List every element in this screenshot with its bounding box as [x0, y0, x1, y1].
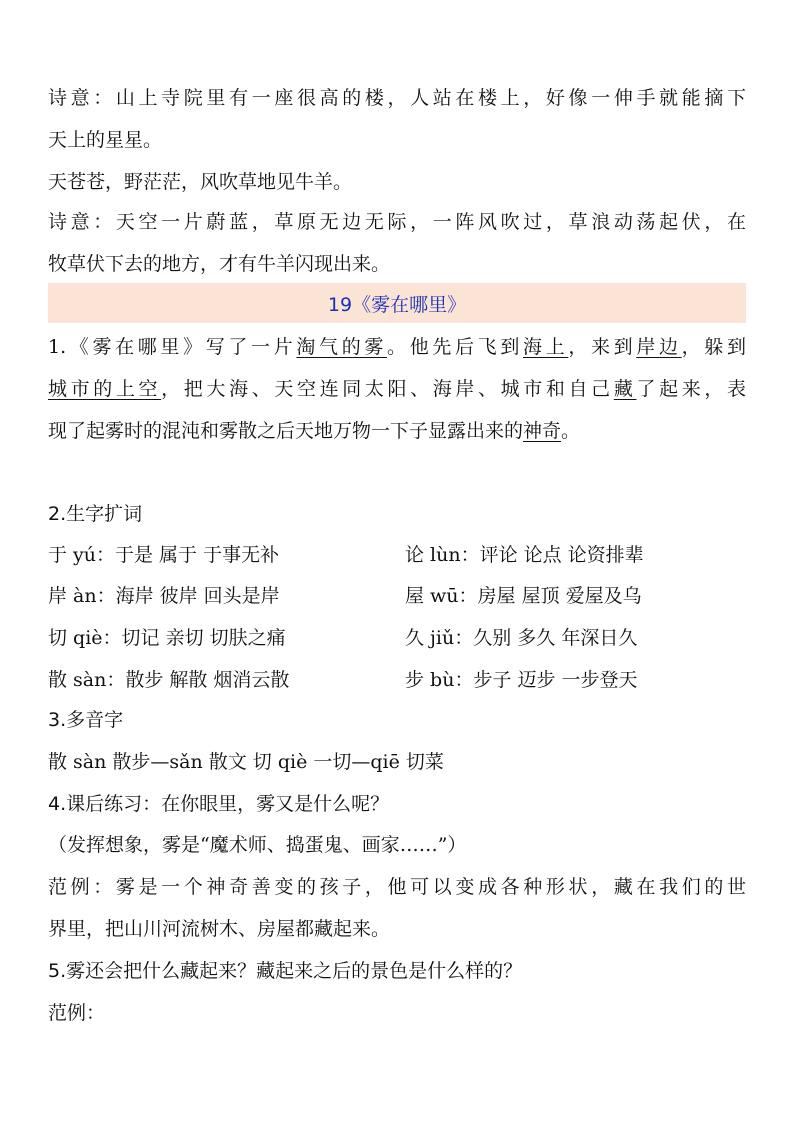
q1-line-3: [48, 417, 580, 445]
poem-meaning-line-3: 诗意：天空一片蔚蓝，草原无边无际，一阵风吹过，草浪动荡起伏，在: [48, 211, 746, 233]
q1-text: 现了起雾时的混沌和雾散之后天地万物一下子显露出来的: [48, 420, 524, 442]
poem-line: 天苍苍，野茫茫，风吹草地见牛羊。: [48, 171, 353, 193]
q4-hint: （发挥想象，雾是“魔术师、捣蛋鬼、画家……”）: [48, 834, 467, 856]
q1-line-1: [48, 333, 746, 361]
q1-text: ，躲到: [681, 336, 746, 358]
vocab-right-1: 论 lùn：评论 论点 论资排辈: [405, 544, 644, 566]
q4-example-line-1: 范例：雾是一个神奇善变的孩子，他可以变成各种形状，藏在我们的世: [48, 876, 746, 898]
q2-title: 2.生字扩词: [48, 503, 143, 525]
q1-text: 了起来，表: [636, 378, 746, 400]
q1-text: 。: [561, 420, 581, 442]
q1-underline-city-sky: 城市的上空: [48, 378, 162, 400]
vocab-left-2: 岸 àn：海岸 彼岸 回头是岸: [48, 585, 280, 607]
q1-text: 。他先后飞到: [387, 336, 523, 358]
q1-underline-sea: 海上: [523, 336, 569, 358]
q4-title: 4.课后练习：在你眼里，雾又是什么呢？: [48, 793, 390, 815]
lesson-heading-band: [48, 283, 746, 323]
q1-line-2: [48, 375, 746, 403]
vocab-right-4: 步 bù：步子 迈步 一步登天: [405, 669, 638, 691]
q4-example-line-2: 界里，把山川河流树木、房屋都藏起来。: [48, 918, 391, 940]
q1-text: ，把大海、天空连同太阳、海岸、城市和自己: [161, 378, 614, 400]
vocab-left-4: 散 sàn：散步 解散 烟消云散: [48, 669, 290, 691]
q3-polyphone-line: 散 sàn 散步—sǎn 散文 切 qiè 一切—qiē 切菜: [48, 751, 444, 773]
q1-underline-hide: 藏: [613, 378, 637, 400]
lesson-title: 19《雾在哪里》: [327, 293, 467, 316]
q1-text: 1.《雾在哪里》写了一片: [48, 336, 297, 358]
q1-underline-wonder: 神奇: [523, 420, 562, 442]
poem-meaning-line-2: 天上的星星。: [48, 129, 163, 151]
vocab-left-3: 切 qiè：切记 亲切 切肤之痛: [48, 627, 286, 649]
vocab-left-1: 于 yú：于是 属于 于事无补: [48, 544, 280, 566]
q5-title: 5.雾还会把什么藏起来？藏起来之后的景色是什么样的？: [48, 960, 523, 982]
q3-title: 3.多音字: [48, 709, 124, 731]
vocab-right-3: 久 jiǔ：久别 多久 年深日久: [405, 627, 638, 649]
q1-underline-shore: 岸边: [636, 336, 682, 358]
q5-example-label: 范例：: [48, 1002, 106, 1024]
q1-text: ，来到: [568, 336, 637, 358]
poem-meaning-line-4: 牧草伏下去的地方，才有牛羊闪现出来。: [48, 253, 391, 275]
poem-meaning-line-1: 诗意：山上寺院里有一座很高的楼，人站在楼上，好像一伸手就能摘下: [48, 87, 746, 109]
q1-underline-naughty-fog: 淘气的雾: [296, 336, 388, 358]
vocab-right-2: 屋 wū：房屋 屋顶 爱屋及乌: [405, 585, 642, 607]
